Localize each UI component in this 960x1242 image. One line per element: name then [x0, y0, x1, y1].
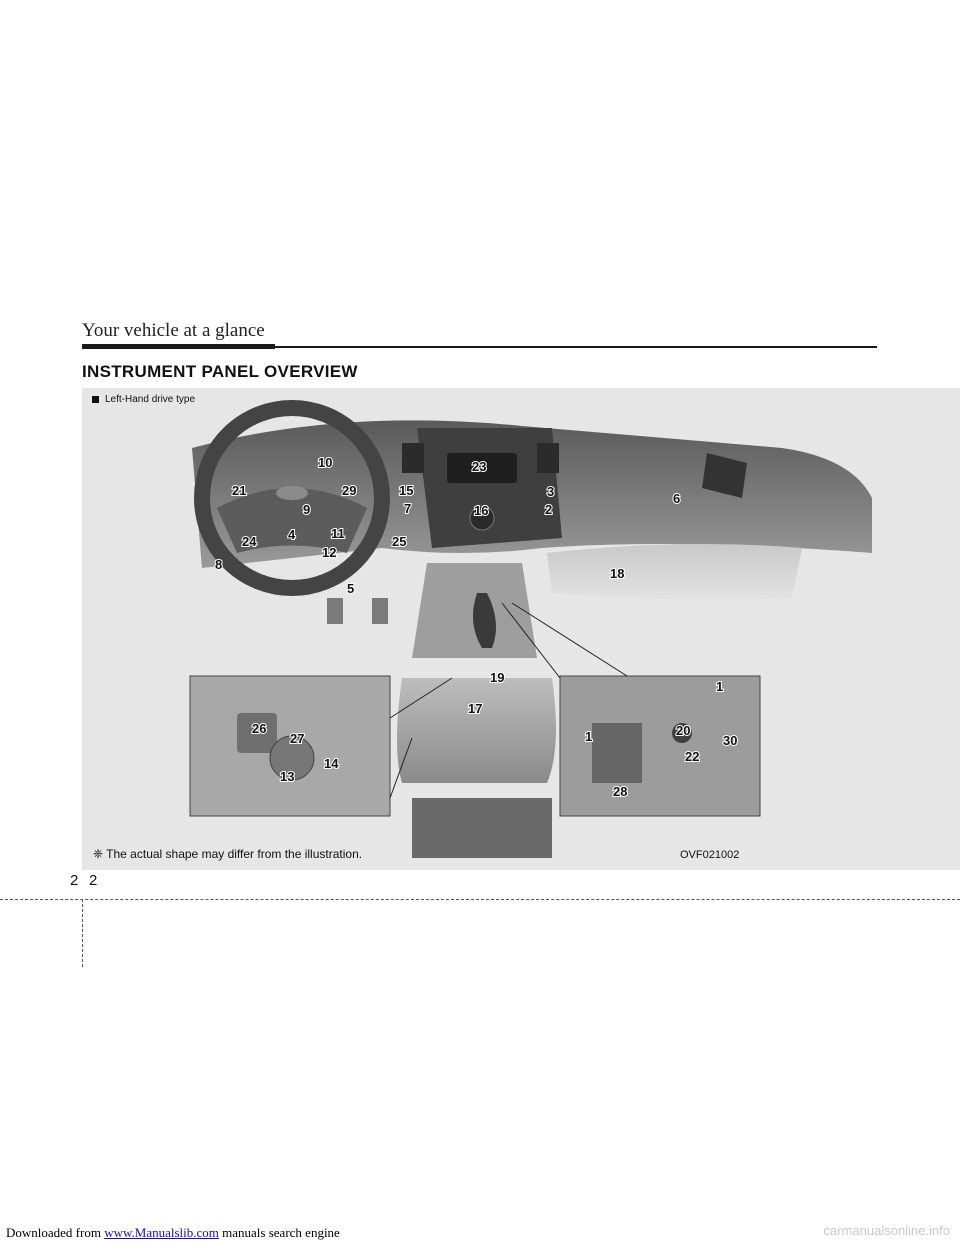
square-bullet-icon [92, 396, 99, 403]
download-source-line [6, 1225, 340, 1241]
callout-26: 26 [252, 721, 267, 736]
callout-10: 10 [318, 455, 333, 470]
page-divider-horizontal [0, 899, 960, 900]
download-prefix: Downloaded from [6, 1225, 105, 1240]
header-bar [82, 344, 275, 349]
callout-1a: 1 [716, 679, 724, 694]
callout-11: 11 [331, 526, 345, 541]
manualslib-link[interactable]: www.Manualslib.com [104, 1225, 219, 1240]
callout-9: 9 [303, 502, 311, 517]
panel-title: INSTRUMENT PANEL OVERVIEW [82, 362, 358, 381]
header-rule [275, 346, 877, 348]
callout-22: 22 [685, 749, 700, 764]
callout-20: 20 [676, 723, 691, 738]
section-title: Your vehicle at a glance [82, 320, 265, 341]
callout-24: 24 [242, 534, 257, 549]
center-vent-left [402, 443, 424, 473]
callout-25: 25 [392, 534, 407, 549]
callout-12: 12 [322, 545, 337, 560]
page-number: 2 [89, 872, 98, 889]
watermark: carmanualsonline.info [823, 1223, 950, 1238]
callout-15: 15 [399, 483, 414, 498]
callout-30: 30 [723, 733, 738, 748]
pedal-left [327, 598, 343, 624]
callout-18: 18 [610, 566, 625, 581]
figure-code: OVF021002 [680, 849, 740, 861]
pedal-right [372, 598, 388, 624]
callout-14: 14 [324, 756, 339, 771]
page-divider-vertical [82, 899, 83, 967]
inset-right-panel [592, 723, 642, 783]
callout-29: 29 [342, 483, 357, 498]
callout-2: 2 [545, 502, 553, 517]
callout-19: 19 [490, 670, 505, 685]
callout-13: 13 [280, 769, 295, 784]
callout-5: 5 [347, 581, 355, 596]
callout-21: 21 [232, 483, 247, 498]
callout-1b: 1 [585, 729, 593, 744]
download-suffix: manuals search engine [218, 1225, 340, 1240]
illustration-note: ❈ The actual shape may differ from the illustration. [93, 847, 363, 861]
instrument-panel-illustration [82, 388, 960, 870]
callout-7: 7 [404, 501, 412, 516]
drive-type-label [92, 394, 195, 405]
callout-28: 28 [613, 784, 628, 799]
callout-23: 23 [472, 459, 487, 474]
callout-8: 8 [215, 557, 223, 572]
chapter-number: 2 [70, 872, 79, 889]
drive-type-text: Left-Hand drive type [105, 394, 196, 405]
callout-3: 3 [547, 484, 555, 499]
callout-17: 17 [468, 701, 483, 716]
rear-vents [412, 798, 552, 858]
callout-16: 16 [474, 503, 489, 518]
center-vent-right [537, 443, 559, 473]
callout-6: 6 [673, 491, 681, 506]
steering-logo [276, 486, 308, 500]
callout-4: 4 [288, 527, 296, 542]
glove-box [547, 544, 802, 600]
armrest-console [397, 678, 556, 783]
callout-27: 27 [290, 731, 305, 746]
